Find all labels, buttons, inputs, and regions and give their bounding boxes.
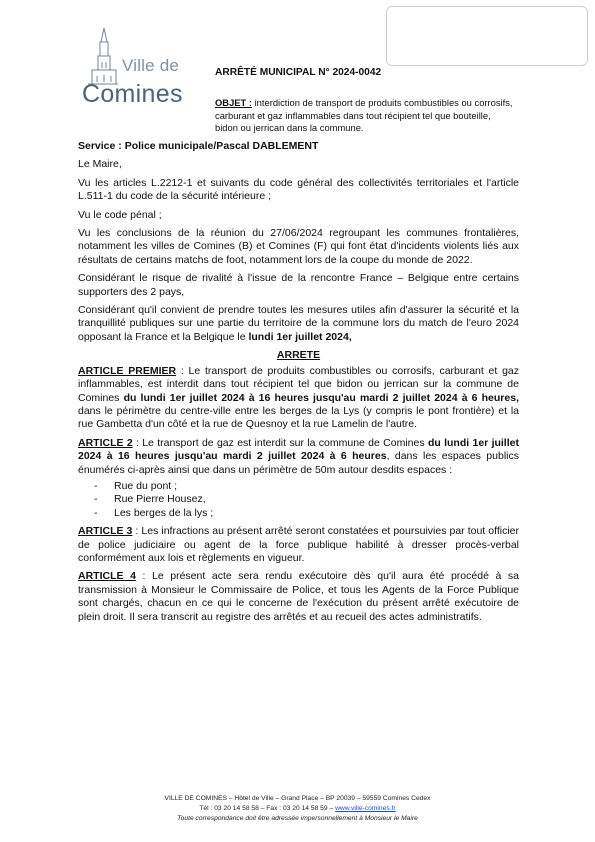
stamp-box	[386, 6, 588, 66]
objet-label: OBJET :	[215, 97, 252, 108]
considerant-2-text: Considérant qu'il convient de prendre toutes les mesures utiles afin d'assurer la sécurité et la tranquillité publiques sur une partie du territoire de la commune lors du match de l'euro 2024 opposant la France et la Belgique le	[78, 304, 519, 343]
website-link[interactable]: www.ville-comines.fr	[335, 805, 396, 812]
document-body	[78, 140, 519, 629]
footer-phone-fax: Tél : 03 20 14 58 58 – Fax : 03 20 14 58 59 –	[199, 805, 336, 812]
article-4-text: : Le présent acte sera rendu exécutoire dès qu'il aura été procédé à sa transmission à Monsieur le Commissaire de Police, et tous les Agents de la Force Publique sont chargés, chacun en ce qui le concerne de l'exécution du présent arrêté exécutoire de plein droit. Il sera transcrit au registre des arrêtés et au recueil des actes administratifs.	[78, 570, 519, 623]
footer-contact	[0, 804, 595, 814]
visa-2: Vu le code pénal ;	[78, 208, 162, 221]
considerant-1: Considérant le risque de rivalité à l'issue de la rencontre France – Belgique entre certains supporters des 2 pays,	[78, 272, 519, 298]
article-2	[78, 437, 519, 477]
service-line: Service : Police municipale/Pascal DABLEMENT	[78, 140, 319, 152]
article-4	[78, 570, 519, 624]
footer-notice: Toute correspondance doit être adressée impersonnellement à Monsieur le Maire	[177, 815, 418, 822]
article-1-text: : Le transport de produits combustibles ou corrosifs, carburant et gaz inflammables, est interdit dans tout récipient tel que bidon ou jerrican sur la commune de Comines	[78, 364, 519, 404]
objet-block	[215, 97, 515, 135]
logo-line-ville: Ville de	[122, 56, 180, 75]
page-footer	[0, 794, 595, 824]
article-2-period: du lundi 1er juillet 2024 à 16 heures jusqu'au mardi 2 juillet 2024 à 6 heures	[78, 436, 519, 463]
article-1	[78, 365, 519, 432]
footer-address: VILLE DE COMINES – Hôtel de Ville – Grand Place – BP 20039 – 59559 Comines Cedex	[164, 795, 431, 802]
article-2-label: ARTICLE 2	[78, 436, 133, 449]
article-3	[78, 525, 519, 565]
article-2-text: : Le transport de gaz est interdit sur la commune de Comines	[132, 436, 428, 449]
maire-line: Le Maire,	[78, 158, 122, 171]
list-item: - Rue du pont ;	[114, 480, 519, 493]
logo-line-comines: Comines	[82, 80, 183, 108]
considerant-2-date: lundi 1er juillet 2024,	[248, 330, 352, 343]
article-3-label: ARTICLE 3	[78, 525, 133, 538]
objet-text: interdiction de transport de produits combustibles ou corrosifs, carburant et gaz inflammables dans tout récipient tel que bouteille, bidon ou jerrican dans la commune.	[215, 97, 513, 134]
article-1-perimeter: dans le périmètre du centre-ville entre les berges de la Lys (y compris le pont frontière) et la rue Gambetta d'un côté et la rue de Quesnoy et la rue Lamelin de l'autre.	[78, 404, 519, 431]
visa-3: Vu les conclusions de la réunion du 27/06/2024 regroupant les communes frontalières, notamment les villes de Comines (B) et Comines (F) qui font état d'incidents violents liés aux résultats de certains matchs de foot, notamment lors de la coupe du monde de 2022.	[78, 227, 519, 266]
article-1-period: du lundi 1er juillet 2024 à 16 heures jusqu'au mardi 2 juillet 2024 à 6 heures,	[123, 391, 519, 404]
article-4-label: ARTICLE 4	[78, 570, 136, 583]
visa-1: Vu les articles L.2212-1 et suivants du code général des collectivités territoriales et l'article L.511-1 du code de la sécurité intérieure ;	[78, 176, 519, 203]
considerant-2	[78, 304, 519, 344]
arrete-heading: ARRETE	[276, 349, 321, 362]
street-list	[78, 480, 519, 520]
article-2-perimeter: , dans les espaces publics énumérés ci-après ainsi que dans un périmètre de 50m autour desdits espaces :	[78, 450, 519, 476]
list-item: - Les berges de la lys ;	[114, 507, 519, 520]
document-title: ARRÊTÉ MUNICIPAL N° 2024-0042	[215, 67, 382, 78]
article-1-label: ARTICLE PREMIER	[78, 364, 177, 377]
article-3-text: : Les infractions au présent arrêté seront constatées et poursuivies par tout officier de police judiciaire ou agent de la force publique habilité à dresser procès-verbal conformément aux lois et règlements en vigueur.	[78, 525, 520, 564]
list-item: - Rue Pierre Housez,	[114, 493, 519, 506]
